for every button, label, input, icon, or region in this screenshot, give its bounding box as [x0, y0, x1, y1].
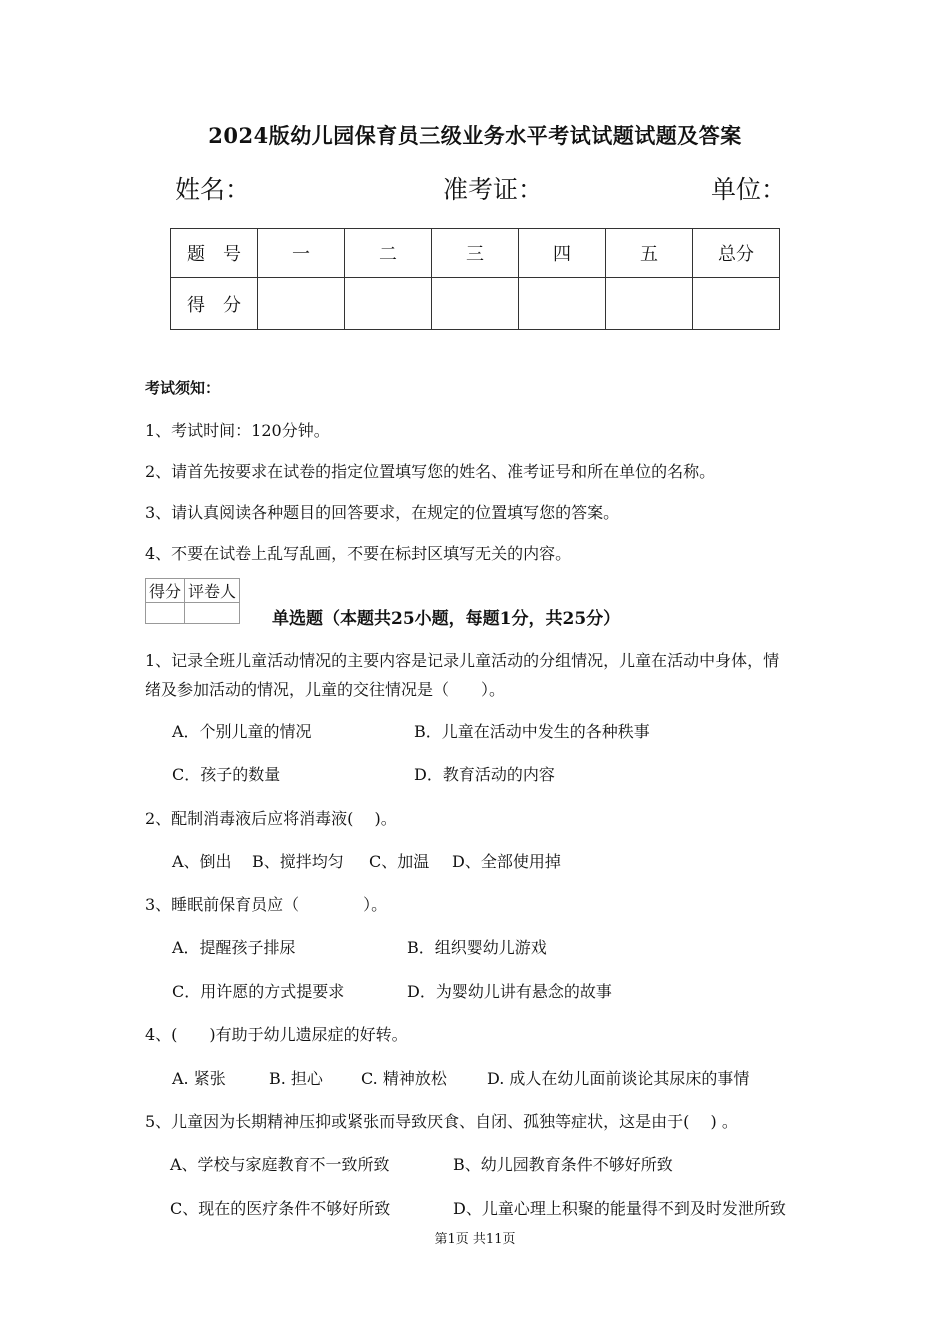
notice-item-1: 1、考试时间：120分钟。	[145, 421, 330, 440]
score-cell-total	[693, 278, 780, 330]
score-header-2: 二	[345, 229, 432, 278]
question-2-option-d: D、全部使用掉	[452, 852, 561, 871]
question-4-option-c: C. 精神放松	[361, 1069, 447, 1088]
score-cell-1	[258, 278, 345, 330]
question-1-option-d: D．教育活动的内容	[414, 765, 555, 784]
exam-id-field-label: 准考证：	[443, 175, 544, 204]
score-header-3: 三	[432, 229, 519, 278]
question-2-option-c: C、加温	[369, 852, 430, 871]
score-cell-2	[345, 278, 432, 330]
unit-field-label: 单位：	[711, 175, 787, 204]
notice-item-3: 3、请认真阅读各种题目的回答要求，在规定的位置填写您的答案。	[145, 503, 620, 522]
page-title: 2024版幼儿园保育员三级业务水平考试试题试题及答案	[208, 123, 742, 148]
question-5-option-a: A、学校与家庭教育不一致所致	[170, 1155, 390, 1174]
question-4-text: 4、( )有助于幼儿遗尿症的好转。	[145, 1025, 408, 1044]
page-footer: 第1页 共11页	[434, 1232, 516, 1247]
grader-table	[145, 578, 240, 624]
question-5-option-c: C、现在的医疗条件不够好所致	[170, 1199, 391, 1218]
question-1-option-c: C．孩子的数量	[172, 765, 281, 784]
question-3-option-a: A．提醒孩子排尿	[172, 938, 296, 957]
question-5-text: 5、儿童因为长期精神压抑或紧张而导致厌食、自闭、孤独等症状，这是由于( ) 。	[145, 1112, 738, 1131]
question-5-option-d: D、儿童心理上积聚的能量得不到及时发泄所致	[453, 1199, 786, 1218]
question-2-option-a: A、倒出	[172, 852, 232, 871]
question-3-option-b: B．组织婴幼儿游戏	[407, 938, 547, 957]
question-1-line-1: 1、记录全班儿童活动情况的主要内容是记录儿童活动的分组情况，儿童在活动中身体，情	[145, 651, 780, 670]
notice-heading: 考试须知：	[145, 379, 221, 397]
score-cell-5	[606, 278, 693, 330]
question-1-line-2: 绪及参加活动的情况，儿童的交往情况是（ ）。	[145, 680, 506, 699]
question-4-option-a: A. 紧张	[172, 1069, 226, 1088]
grader-table-grader-cell	[185, 603, 240, 624]
question-1-option-b: B．儿童在活动中发生的各种秩事	[414, 722, 650, 741]
name-field-label: 姓名：	[175, 175, 251, 204]
score-table-score-row	[171, 278, 780, 330]
score-header-label: 题 号	[171, 229, 258, 278]
grader-table-score-label: 得分	[146, 579, 185, 603]
section-title: 单选题（本题共25小题，每题1分，共25分）	[272, 609, 621, 629]
question-2-text: 2、配制消毒液后应将消毒液( )。	[145, 809, 397, 828]
notice-item-2: 2、请首先按要求在试卷的指定位置填写您的姓名、准考证号和所在单位的名称。	[145, 462, 716, 481]
question-4-option-b: B. 担心	[269, 1069, 323, 1088]
score-cell-4	[519, 278, 606, 330]
score-cell-3	[432, 278, 519, 330]
question-1-option-a: A．个别儿童的情况	[172, 722, 312, 741]
score-header-4: 四	[519, 229, 606, 278]
score-row-label: 得 分	[171, 278, 258, 330]
score-header-1: 一	[258, 229, 345, 278]
grader-table-score-cell	[146, 603, 185, 624]
question-4-option-d: D. 成人在幼儿面前谈论其尿床的事情	[487, 1069, 750, 1088]
question-5-option-b: B、幼儿园教育条件不够好所致	[453, 1155, 673, 1174]
score-header-5: 五	[606, 229, 693, 278]
question-3-option-d: D．为婴幼儿讲有悬念的故事	[407, 982, 612, 1001]
question-3-text: 3、睡眠前保育员应（ ）。	[145, 895, 388, 914]
notice-item-4: 4、不要在试卷上乱写乱画，不要在标封区填写无关的内容。	[145, 544, 572, 563]
score-table	[170, 228, 780, 330]
grader-table-grader-label: 评卷人	[185, 579, 240, 603]
score-header-total: 总分	[693, 229, 780, 278]
question-2-option-b: B、搅拌均匀	[252, 852, 344, 871]
question-3-option-c: C．用许愿的方式提要求	[172, 982, 345, 1001]
score-table-header-row	[171, 229, 780, 278]
